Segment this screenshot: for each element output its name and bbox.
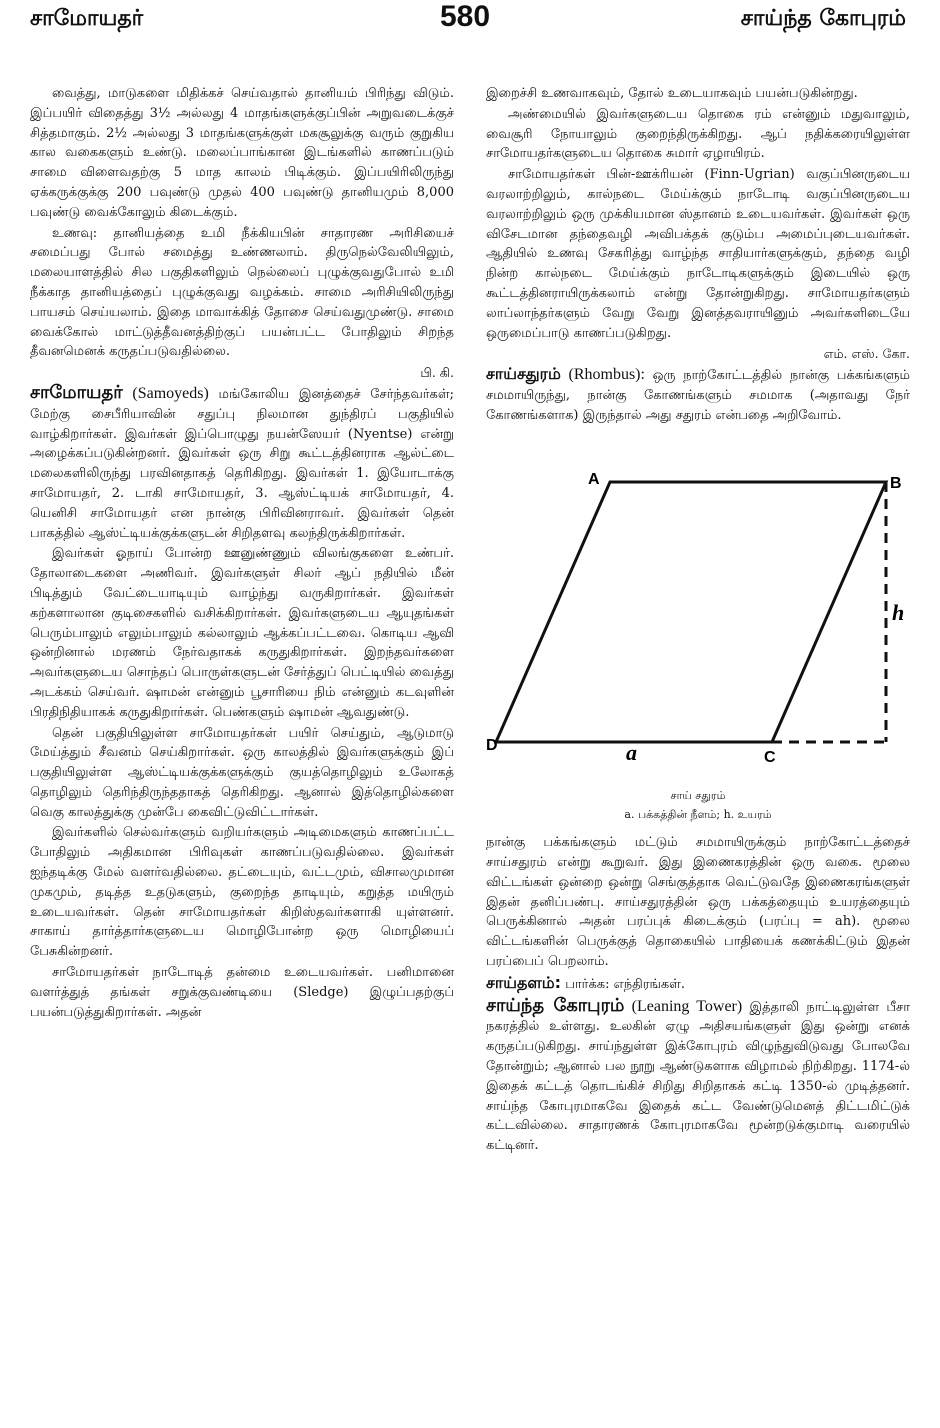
paragraph: இவர்கள் ஓநாய் போன்ற ஊனுண்ணும் விலங்குகளை உண்பர். தோலாடைகளை அணிவர். இவர்களுள் சிலர் ஆப் நதியில் மீன் பிடித்தும் வேட்டையாடியும் வாழ்ந்து வருகிறார்கள். இவர்கள் கற்களாலான குடிசைகளில் வசிக்கிறார்கள். இவர்களுடைய ஆயுதங்கள் பெரும்பாலும் எலும்பாலும் கல்லாலும் ஆக்கப்பட்டவை. கொடிய ஆவி ஒன்றினால் மரணம் நேர்வதாகக் கருதுகிறார்கள். இறந்தவர்களை அவர்களுடைய சொந்தப் பொருள்களுடன் சேர்த்துப் பெட்டியில் வைத்து அடக்கம் செய்வர். ஷாமன் என்னும் பூசாரியை நிம் என்னும் கடவுளின் பிரதிநிதியாகக் கருதுகிறார்கள். பெண்களும் ஷாமன் ஆவதுண்டு.	[30, 546, 454, 720]
paragraph: வைத்து, மாடுகளை மிதிக்கச் செய்வதால் தானியம் பிரிந்து விடும். இப்பயிர் விதைத்து 3½ அல்லது 4 மாதங்களுக்குப்பின் அறுவடைக்குச் சித்தமாகும். 2½ அல்லது 3 மாதங்களுக்குள் மகசூலுக்கு வரும் குறுகிய கால வகைகளும் உண்டு. மலைப்பாங்கான இடங்களில் காணப்படும் சாமை விளைவதற்கு 5 மாத காலம் பிடிக்கும். இப்பயிரிலிருந்து ஏக்கருக்குக்கு 200 பவுண்டு முதல் 400 பவுண்டு தானியமும் 8,000 பவுண்டு வைக்கோலும் கிடைக்கும்.	[30, 86, 454, 220]
paragraph: அண்மையில் இவர்களுடைய தொகை ரம் என்னும் மதுவாலும், வைசூரி நோயாலும் குறைந்திருக்கிறது. ஆப் நதிக்கரையிலுள்ள சாமோயதர்களுடைய தொகை சுமார் ஏழாயிரம்.	[486, 106, 910, 162]
running-head-left: சாமோயதர்	[30, 6, 144, 31]
figure-caption-title: சாய் சதுரம்	[670, 788, 726, 802]
paragraph: இவர்களில் செல்வர்களும் வறியர்களும் அடிமைகளும் காணப்பட்ட போதிலும் அதிகமான பிரிவுகள் காணப்படுவதில்லை. இவர்கள் ஐந்தடிக்கு மேல் வளர்வதில்லை. தட்டையும், வட்டமும், விசாலமுமான முகமும், தடித்த உதடுகளும், குறைந்த தாடியும், கறுத்த மயிரும் உடையவர்கள். தென் சாமோயதர்கள் கிறிஸ்தவர்களாகி யுள்ளனர். சாகாய் தார்த்தார்களுடைய மொழிபோன்ற ஒரு மொழியைப் பேசுகின்றனர்.	[30, 825, 454, 960]
cross-reference: பார்க்க: எந்திரங்கள்.	[565, 976, 686, 992]
entry-text: ஒரு நாற்கோட்டத்தில் நான்கு பக்கங்களும் சமமாயிருந்து, நான்கு கோணங்களும் சமமாக (அதாவது நேர் கோணங்களாக) இருந்தால் அது சதுரம் என்பதை அறிவோம்.	[486, 368, 910, 423]
entry-text: மங்கோலிய இனத்தைச் சேர்ந்தவர்கள்; மேற்கு சைபீரியாவின் சதுப்பு நிலமான துந்திரப் பகுதியில் வாழ்கிறார்கள். இவர்கள் இப்பொழுது நயன்ஸேயர் (Nyentse) என்று அழைக்கப்படுகின்றனர். இவர்கள் ஒரு சிறு கூட்டத்தினராக ஆல்ட்டை மலைகளிலிருந்து பரவினதாகத் தெரிகிறது. இவர்கள் 1. இயோடாக்கு சாமோயதர், 2. டாகி சாமோயதர், 3. ஆஸ்ட்டியக் சாமோயதர், 4. யெனிசி சாமோயதர் என நான்கு பிரிவினராவர். இவர்கள் தென் பாகத்தில் ஆஸ்ட்டியக்குக்களுடன் சிறிதளவு கலந்திருக்கிறார்கள்.	[30, 386, 454, 541]
paragraph: சாமோயதர்கள் பின்-ஊக்ரியன் (Finn-Ugrian) வகுப்பினருடைய வரலாற்றிலும், கால்நடை மேய்க்கும் நாடோடி வகுப்பினருடைய வரலாற்றிலும் ஒரு முக்கியமான ஸ்தானம் உடையவர்கள். இவர்கள் ஒரு விசேடமான தந்தைவழி அவிபக்தக் குடும்ப அமைப்புடையவர்கள். ஆதியில் உணவு சேகரித்து வாழ்ந்த சாதியார்களுக்கும், தந்தை வழி நின்ற கால்நடை மேய்க்கும் நாடோடிகளுக்கும் இடையில் ஒரு கூட்டத்தினராயிருக்கலாம் என்று தோன்றுகிறது. சாமோயதர்களும் லாப்லாந்தர்களும் வேறு வேறு இனத்தவராயினும் அவர்களிடையே ஒருமைப்பாடு காணப்படுகிறது.	[486, 167, 910, 341]
entry-heading: சாய்தளம்:	[486, 972, 562, 992]
entry-rhombus	[486, 364, 910, 425]
figure-caption-legend: a. பக்கத்தின் நீளம்; h. உயரம்	[624, 808, 772, 822]
rhombus-diagram	[486, 430, 910, 792]
author-initials: எம். எஸ். கோ.	[823, 346, 910, 362]
paragraph: உணவு: தானியத்தை உமி நீக்கியபின் சாதாரண அரிசியைச் சமைப்பது போல் சமைத்து உண்ணலாம். திருநெல்வேலியிலும், மலையாளத்தில் சில பகுதிகளிலும் நெல்லைப் புழுக்குவதுபோல் உமி நீக்காத தானியத்தைப் புழுக்குவது வழக்கம். சாமை அரிசியிலிருந்து பாயசம் செய்யலாம். இதை மாவாக்கித் தோசை செய்வதுமுண்டு. சாமை வைக்கோல் மாட்டுத்தீவனத்திற்குப் பயன்பட்ட போதிலும் சிறந்த தீவனமெனக் கருதப்படுவதில்லை.	[30, 225, 454, 360]
entry-heading: சாய்சதுரம்	[486, 364, 561, 384]
page-number: 580	[440, 0, 491, 33]
entry-text: இத்தாலி நாட்டிலுள்ள பீசா நகரத்தில் உள்ளது. உலகின் ஏழு அதிசயங்களுள் இது ஒன்று எனக் கருதப்படுகிறது. சாய்ந்துள்ள இக்கோபுரம் விழுந்துவிடுவது போலவே தோன்றும்; ஆனால் பல நூறு ஆண்டுகளாக விழாமல் நிற்கிறது. 1174-ல் இதைக் கட்டத் தொடங்கிச் சிறிது சிறிதாகக் கட்டி 1350-ல் முடித்தனர். சாய்ந்த கோபுரமாகவே இதைக் கட்ட வேண்டுமெனத் திட்டமிட்டுக் கட்டவில்லை. சாதாரணக் கோபுரமாகவே மூன்றடுக்குமாடி வரையில் கட்டினர்.	[486, 999, 910, 1154]
right-column	[486, 84, 910, 1422]
paragraph: இறைச்சி உணவாகவும், தோல் உடையாகவும் பயன்படுகின்றது.	[486, 86, 858, 101]
rhombus-figure	[486, 430, 910, 792]
entry-heading: சாமோயதர்	[30, 381, 123, 403]
vertex-label-b: B	[890, 474, 902, 492]
entry-latin: (Rhombus):	[568, 366, 645, 384]
entry-leaning-tower	[486, 996, 910, 1156]
entry-heading: சாய்ந்த கோபுரம்	[486, 994, 625, 1016]
vertex-label-d: D	[486, 736, 498, 754]
entry-latin: (Samoyeds)	[132, 384, 209, 402]
height-label: h	[892, 599, 905, 625]
entry-latin: (Leaning Tower)	[631, 997, 743, 1015]
rhombus-shape	[496, 482, 886, 742]
vertex-label-a: A	[588, 470, 600, 488]
running-head-right: சாய்ந்த கோபுரம்	[740, 6, 906, 31]
side-length-label: a	[626, 739, 637, 765]
vertex-label-c: C	[764, 748, 776, 766]
left-column	[30, 84, 454, 1422]
paragraph: தென் பகுதியிலுள்ள சாமோயதர்கள் பயிர் செய்தும், ஆடுமாடு மேய்த்தும் சீவனம் செய்கிறார்கள். ஒரு காலத்தில் இவர்களுக்கும் இப் பகுதியிலுள்ள ஆஸ்ட்டியக்குக்களுக்கும் குயத்தொழிலும் உலோகத் தொழிலும் தெரிந்திருந்ததாகத் தெரிகிறது. ஆனால் இத்தொழில்களை வெகு காலத்துக்கு முன்பே கைவிட்டுவிட்டார்கள்.	[30, 725, 454, 820]
entry-inclined-plane	[486, 973, 910, 995]
entry-samoyeds	[30, 383, 454, 543]
paragraph: சாமோயதர்கள் நாடோடித் தன்மை உடையவர்கள். பனிமானை வளர்த்துத் தங்கள் சறுக்குவண்டியை (Sledge) இழுப்பதற்குப் பயன்படுத்துகிறார்கள். அதன்	[30, 965, 454, 1020]
paragraph: நான்கு பக்கங்களும் மட்டும் சமமாயிருக்கும் நாற்கோட்டத்தைச் சாய்சதுரம் என்று கூறுவர். இது இணைகரத்தின் ஒரு வகை. மூலை விட்டங்கள் ஒன்றை ஒன்று செங்குத்தாக வெட்டுவதே இணைகரங்களுள் இதன் தனிப்பண்பு. சாய்சதுரத்தின் ஒரு பக்கத்தையும் உயரத்தையும் பெருக்கினால் அதன் பரப்புக் கிடைக்கும் (பரப்பு = ah). மூலை விட்டங்களின் பெருக்குத் தொகையில் பாதியைக் கணக்கிட்டும் இதன் பரப்பைப் பெறலாம்.	[486, 835, 910, 969]
author-initials: பி. கி.	[420, 365, 454, 381]
